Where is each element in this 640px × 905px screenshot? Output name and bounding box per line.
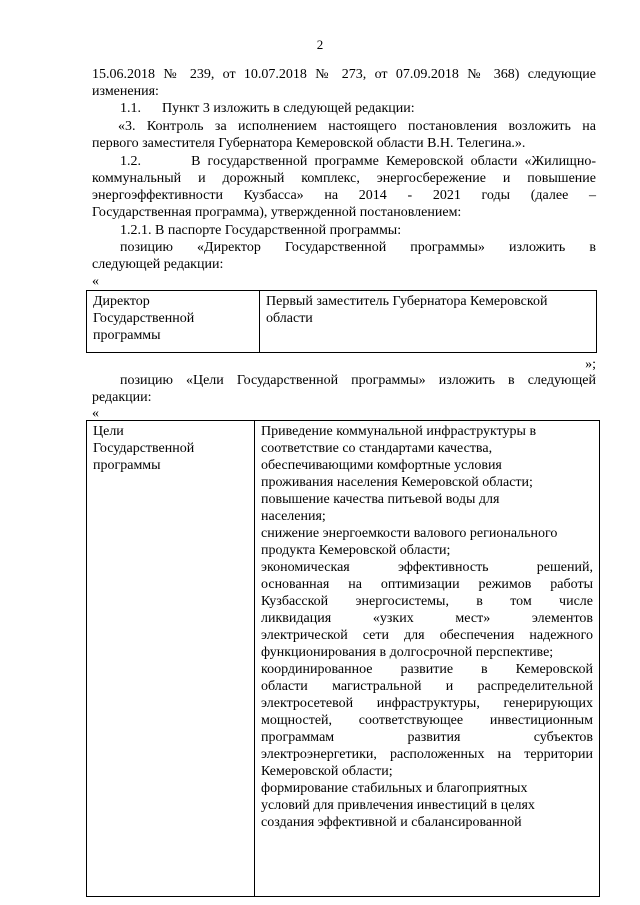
goals-label-line: Государственной xyxy=(93,441,195,456)
table-row xyxy=(87,291,597,353)
goals-value-line: населения; xyxy=(261,509,326,524)
director-label-line: Государственной xyxy=(93,311,195,326)
goals-value-line: продукта Кемеровской области; xyxy=(261,543,451,558)
goals-value-line: экономическая эффективность решений, xyxy=(261,560,593,575)
intro-paragraph xyxy=(92,66,596,100)
table-row xyxy=(87,421,600,897)
goals-value-line: электрической сети для обеспечения надежного xyxy=(261,628,593,643)
intro-line-2: изменения: xyxy=(92,84,159,99)
item-1-2-1: 1.2.1. В паспорте Государственной программы: xyxy=(120,223,402,238)
director-value-line: области xyxy=(266,311,313,326)
position-goals-paragraph xyxy=(92,372,596,406)
page-number: 2 xyxy=(316,37,324,52)
open-quote-1: « xyxy=(92,274,99,289)
item-1-2-line-1: 1.2. В государственной программе Кемеровской области «Жилищно- xyxy=(120,154,596,169)
goals-value-line: ликвидация «узких мест» элементов xyxy=(261,611,593,626)
position-director-paragraph xyxy=(92,239,596,273)
director-label-line: Директор xyxy=(93,294,150,309)
goals-value-line: координированное развитие в Кемеровской xyxy=(261,662,593,677)
director-value-cell xyxy=(260,291,597,353)
quote-line-1: «3. Контроль за исполнением настоящего постановления возложить на xyxy=(118,119,596,134)
position-director-line-1: позицию «Директор Государственной программы» изложить в xyxy=(120,240,596,255)
goals-value-line: Кемеровской области; xyxy=(261,764,393,779)
goals-value-cell xyxy=(255,421,600,897)
goals-value-line: программам развития субъектов xyxy=(261,730,593,745)
item-1-2 xyxy=(92,153,596,221)
goals-value-line: повышение качества питьевой воды для xyxy=(261,492,500,507)
goals-value-line: проживания населения Кемеровской области; xyxy=(261,475,533,490)
goals-value-line: Кузбасской энергосистемы, в том числе xyxy=(261,594,593,609)
item-1-2-line-4: Государственная программа), утвержденной постановлением: xyxy=(92,205,462,220)
goals-value-line: Приведение коммунальной инфраструктуры в xyxy=(261,424,537,439)
goals-value-line: мощностей, соответствующее инвестиционным xyxy=(261,713,593,728)
goals-value-line: электросетевой инфраструктуры, генерирующих xyxy=(261,696,593,711)
goals-value-line: обеспечивающими комфортные условия xyxy=(261,458,502,473)
goals-value-line: условий для привлечения инвестиций в целях xyxy=(261,798,535,813)
close-quote-1: »; xyxy=(585,357,596,372)
director-value-line: Первый заместитель Губернатора Кемеровской xyxy=(266,294,548,309)
position-director-line-2: следующей редакции: xyxy=(92,257,224,272)
goals-value-line: снижение энергоемкости валового регионального xyxy=(261,526,558,541)
goals-value-line: области магистральной и распределительной xyxy=(261,679,593,694)
goals-label-line: программы xyxy=(93,458,161,473)
goals-value-line: основанная на оптимизации режимов работы xyxy=(261,577,593,592)
item-1-2-line-3: энергоэффективности Кузбасса» на 2014 - 2021 годы (далее – xyxy=(92,188,596,203)
director-table xyxy=(86,290,597,353)
goals-table xyxy=(86,420,600,897)
goals-value-line: функционирования в долгосрочной перспективе; xyxy=(261,645,554,660)
goals-value-line: электроэнергетики, расположенных на территории xyxy=(261,747,593,762)
goals-label-line: Цели xyxy=(93,424,124,439)
goals-value-line: соответствие со стандартами качества, xyxy=(261,441,493,456)
goals-value-line: создания эффективной и сбалансированной xyxy=(261,815,522,830)
quote-clause-3 xyxy=(92,118,596,152)
position-goals-line-1: позицию «Цели Государственной программы» изложить в следующей xyxy=(120,373,596,388)
open-quote-2: « xyxy=(92,406,99,421)
goals-label-cell xyxy=(87,421,255,897)
item-1-1: 1.1. Пункт 3 изложить в следующей редакции: xyxy=(120,101,415,116)
quote-line-2: первого заместителя Губернатора Кемеровской области В.Н. Телегина.». xyxy=(92,136,526,151)
director-label-cell xyxy=(87,291,260,353)
item-1-2-line-2: коммунальный и дорожный комплекс, энергосбережение и повышение xyxy=(92,171,596,186)
director-label-line: программы xyxy=(93,328,161,343)
intro-line-1: 15.06.2018 № 239, от 10.07.2018 № 273, от 07.09.2018 № 368) следующие xyxy=(92,67,596,82)
goals-value-line: формирование стабильных и благоприятных xyxy=(261,781,528,796)
position-goals-line-2: редакции: xyxy=(92,390,152,405)
